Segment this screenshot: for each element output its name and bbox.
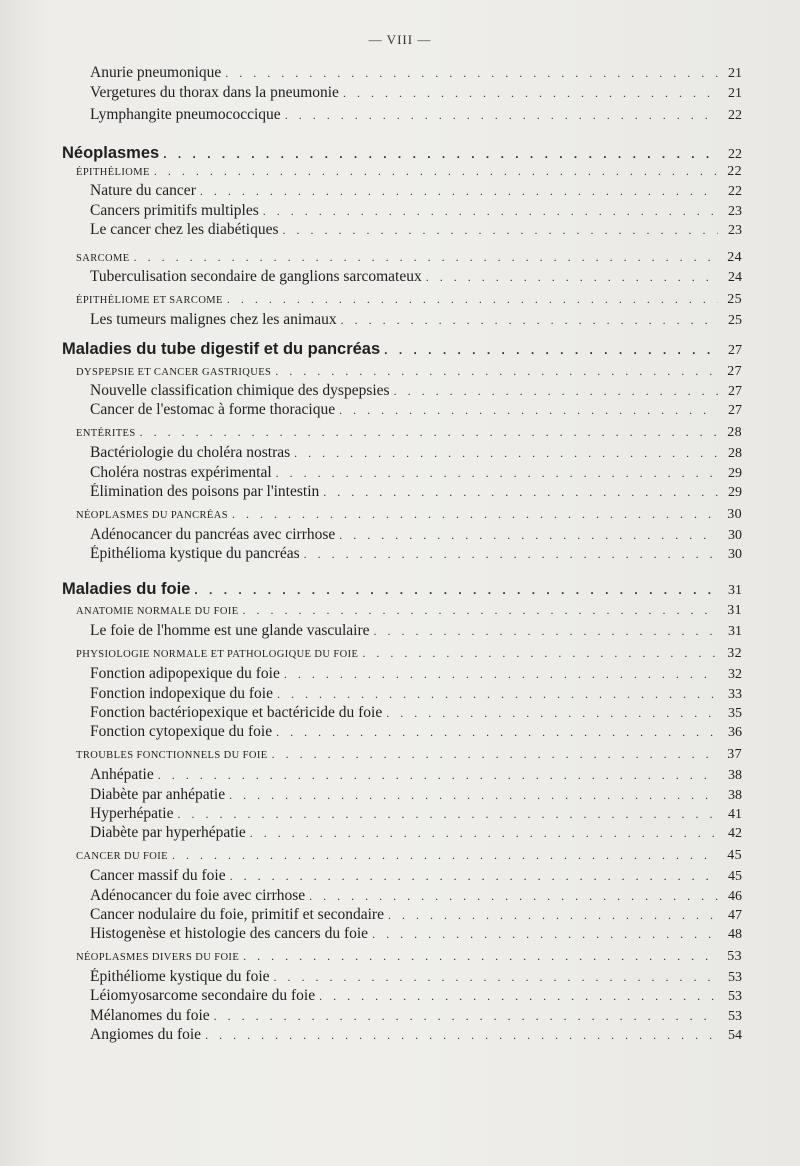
toc-section	[62, 507, 742, 523]
toc-label: Bactériologie du choléra nostras	[90, 444, 291, 461]
toc-page-number: 31	[727, 603, 742, 618]
dot-leader	[276, 725, 718, 740]
dot-leader	[230, 869, 718, 884]
toc-label: DYSPEPSIE ET CANCER GASTRIQUES	[76, 367, 272, 378]
toc-entry	[62, 268, 742, 286]
toc-page-number: 41	[728, 807, 742, 822]
toc-label: Nouvelle classification chimique des dyspepsies	[90, 382, 390, 399]
toc-entry	[62, 786, 742, 804]
dot-leader	[426, 270, 718, 285]
toc-label: Fonction indopexique du foie	[90, 685, 273, 702]
dot-leader	[200, 184, 718, 199]
toc-label: Léiomyosarcome secondaire du foie	[90, 987, 316, 1004]
toc-label: Cancer massif du foie	[90, 867, 226, 884]
toc-entry	[62, 805, 742, 823]
toc-entry	[62, 766, 742, 784]
toc-label: Épithéliome kystique du foie	[90, 968, 270, 985]
dot-leader	[374, 624, 718, 639]
dot-leader	[158, 768, 718, 783]
dot-leader	[372, 927, 718, 942]
toc-label: Anhépatie	[90, 766, 154, 783]
dot-leader	[304, 547, 718, 562]
toc-page-number: 27	[728, 403, 742, 418]
toc-page-number: 48	[728, 927, 742, 942]
toc-page-number: 38	[728, 788, 742, 803]
dot-leader	[294, 446, 718, 461]
toc-page-number: 23	[728, 223, 742, 238]
toc-page-number: 53	[727, 949, 742, 964]
toc-page-number: 22	[727, 164, 742, 179]
dot-leader	[227, 292, 718, 307]
dot-leader	[272, 747, 718, 762]
toc-page-number: 53	[728, 970, 742, 985]
toc-page-number: 45	[728, 869, 742, 884]
toc-section	[62, 250, 742, 266]
toc-entry	[62, 202, 742, 220]
toc-section	[62, 364, 742, 380]
dot-leader	[362, 646, 718, 661]
toc-entry	[62, 1026, 742, 1044]
dot-leader	[388, 908, 718, 923]
toc-page-number: 28	[727, 425, 742, 440]
toc-section	[62, 848, 742, 864]
toc-section	[62, 292, 742, 308]
toc-label: Adénocancer du foie avec cirrhose	[90, 887, 306, 904]
toc-label: Maladies du tube digestif et du pancréas	[62, 340, 381, 358]
toc-label: Choléra nostras expérimental	[90, 464, 272, 481]
toc-entry	[62, 685, 742, 703]
dot-leader	[343, 86, 718, 101]
dot-leader	[285, 108, 718, 123]
toc-label: Vergetures du thorax dans la pneumonie	[90, 84, 339, 101]
toc-section	[62, 425, 742, 441]
toc-label: Cancer nodulaire du foie, primitif et secondaire	[90, 906, 384, 923]
toc-page-number: 30	[728, 528, 742, 543]
toc-page-number: 30	[727, 507, 742, 522]
dot-leader	[243, 603, 718, 618]
dot-leader	[232, 507, 718, 522]
dot-leader	[319, 989, 718, 1004]
toc-label: Adénocancer du pancréas avec cirrhose	[90, 526, 336, 543]
dot-leader	[275, 364, 718, 379]
toc-label: Le foie de l'homme est une glande vasculaire	[90, 622, 370, 639]
toc-chapter	[62, 580, 742, 599]
toc-label: NÉOPLASMES DU PANCRÉAS	[76, 510, 228, 521]
toc-page-number: 29	[728, 466, 742, 481]
dot-leader	[214, 1009, 718, 1024]
toc-page-number: 22	[728, 108, 742, 123]
toc-label: Élimination des poisons par l'intestin	[90, 483, 320, 500]
toc-page-number: 28	[728, 446, 742, 461]
toc-entry	[62, 444, 742, 462]
toc-label: ÉPITHÉLIOME	[76, 167, 150, 178]
toc-label: Le cancer chez les diabétiques	[90, 221, 279, 238]
toc-page-number: 46	[728, 889, 742, 904]
toc-page-number: 32	[727, 646, 742, 661]
dot-leader	[309, 889, 718, 904]
dot-leader	[154, 164, 718, 179]
toc-label: PHYSIOLOGIE NORMALE ET PATHOLOGIQUE DU FOIE	[76, 649, 359, 660]
toc-page-number: 29	[728, 485, 742, 500]
toc-entry	[62, 987, 742, 1005]
dot-leader	[205, 1028, 718, 1043]
toc-page-number: 27	[728, 384, 742, 399]
toc-entry	[62, 665, 742, 683]
dot-leader	[339, 528, 718, 543]
toc-page-number: 33	[728, 687, 742, 702]
toc-label: Maladies du foie	[62, 580, 191, 598]
dot-leader	[229, 788, 718, 803]
dot-leader	[250, 826, 718, 841]
toc-label: ÉPITHÉLIOME ET SARCOME	[76, 295, 223, 306]
toc-label: ENTÉRITES	[76, 428, 136, 439]
toc-page-number: 45	[727, 848, 742, 863]
dot-leader	[134, 250, 718, 265]
toc-page-number: 30	[728, 547, 742, 562]
toc-label: Épithélioma kystique du pancréas	[90, 545, 300, 562]
toc-section	[62, 646, 742, 662]
toc-label: Hyperhépatie	[90, 805, 174, 822]
toc-entry	[62, 382, 742, 400]
toc-entry	[62, 464, 742, 482]
dot-leader	[339, 403, 718, 418]
dot-leader	[284, 667, 718, 682]
toc-page-number: 47	[728, 908, 742, 923]
toc-entry	[62, 84, 742, 102]
toc-label: Tuberculisation secondaire de ganglions sarcomateux	[90, 268, 422, 285]
toc-section	[62, 603, 742, 619]
toc-page-number: 54	[728, 1028, 742, 1043]
dot-leader	[323, 485, 718, 500]
toc-label: ANATOMIE NORMALE DU FOIE	[76, 606, 239, 617]
toc-chapter	[62, 340, 742, 359]
toc-label: CANCER DU FOIE	[76, 851, 168, 862]
toc-entry	[62, 64, 742, 82]
toc-label: Nature du cancer	[90, 182, 196, 199]
toc-entry	[62, 545, 742, 563]
toc-page-number: 36	[728, 725, 742, 740]
toc-page-number: 38	[728, 768, 742, 783]
toc-section	[62, 164, 742, 180]
toc-page-number: 25	[728, 313, 742, 328]
toc-label: Fonction adipopexique du foie	[90, 665, 280, 682]
toc-page-number: 25	[727, 292, 742, 307]
dot-leader	[178, 807, 719, 822]
dot-leader	[386, 706, 718, 721]
toc-label: Cancers primitifs multiples	[90, 202, 259, 219]
toc-page-number: 42	[728, 826, 742, 841]
toc-label: Fonction cytopexique du foie	[90, 723, 273, 740]
toc-label: Mélanomes du foie	[90, 1007, 210, 1024]
toc-page-number: 27	[727, 364, 742, 379]
toc-page-number: 31	[728, 624, 742, 639]
page-number: — VIII —	[368, 32, 432, 47]
toc-label: Cancer de l'estomac à forme thoracique	[90, 401, 336, 418]
toc-entry	[62, 311, 742, 329]
toc-section	[62, 949, 742, 965]
dot-leader	[277, 687, 718, 702]
toc-page-number: 53	[728, 1009, 742, 1024]
dot-leader	[274, 970, 718, 985]
toc-page-number: 31	[728, 583, 742, 598]
toc-entry	[62, 106, 742, 124]
toc-entry	[62, 925, 742, 943]
toc-label: Lymphangite pneumococcique	[90, 106, 281, 123]
toc-label: Anurie pneumonique	[90, 64, 222, 81]
toc-entry	[62, 887, 742, 905]
toc-entry	[62, 906, 742, 924]
dot-leader	[163, 147, 718, 161]
dot-leader	[276, 466, 718, 481]
toc-label: TROUBLES FONCTIONNELS DU FOIE	[76, 750, 268, 761]
toc-label: Diabète par anhépatie	[90, 786, 226, 803]
toc-page-number: 37	[727, 747, 742, 762]
toc-page-number: 22	[728, 184, 742, 199]
dot-leader	[172, 848, 718, 863]
toc-label: SARCOME	[76, 253, 130, 264]
dot-leader	[194, 583, 718, 597]
toc-page-number: 53	[728, 989, 742, 1004]
dot-leader	[394, 384, 718, 399]
toc-entry	[62, 824, 742, 842]
toc-entry	[62, 526, 742, 544]
toc-page-number: 32	[728, 667, 742, 682]
toc-page-number: 23	[728, 204, 742, 219]
toc-label: NÉOPLASMES DIVERS DU FOIE	[76, 952, 240, 963]
dot-leader	[282, 223, 718, 238]
dot-leader	[225, 66, 718, 81]
toc-entry	[62, 704, 742, 722]
toc-page-number: 24	[728, 270, 742, 285]
toc-page-number: 24	[727, 250, 742, 265]
toc-label: Fonction bactériopexique et bactéricide du foie	[90, 704, 383, 721]
toc-entry	[62, 622, 742, 640]
toc-label: Les tumeurs malignes chez les animaux	[90, 311, 337, 328]
toc-entry	[62, 401, 742, 419]
toc-entry	[62, 182, 742, 200]
toc-chapter	[62, 144, 742, 163]
toc-entry	[62, 221, 742, 239]
dot-leader	[263, 204, 718, 219]
toc-label: Néoplasmes	[62, 144, 160, 162]
dot-leader	[384, 343, 718, 357]
toc-page-number: 22	[728, 147, 742, 162]
toc-page-number: 21	[728, 66, 742, 81]
toc-label: Angiomes du foie	[90, 1026, 202, 1043]
toc-page-number: 21	[728, 86, 742, 101]
toc-section	[62, 747, 742, 763]
toc-entry	[62, 968, 742, 986]
dot-leader	[341, 313, 718, 328]
toc-label: Diabète par hyperhépatie	[90, 824, 246, 841]
toc-entry	[62, 867, 742, 885]
dot-leader	[243, 949, 718, 964]
dot-leader	[140, 425, 718, 440]
toc-entry	[62, 723, 742, 741]
toc-page-number: 35	[728, 706, 742, 721]
toc-label: Histogenèse et histologie des cancers du foie	[90, 925, 369, 942]
toc-page-number: 27	[728, 343, 742, 358]
toc-entry	[62, 1007, 742, 1025]
toc-entry	[62, 483, 742, 501]
